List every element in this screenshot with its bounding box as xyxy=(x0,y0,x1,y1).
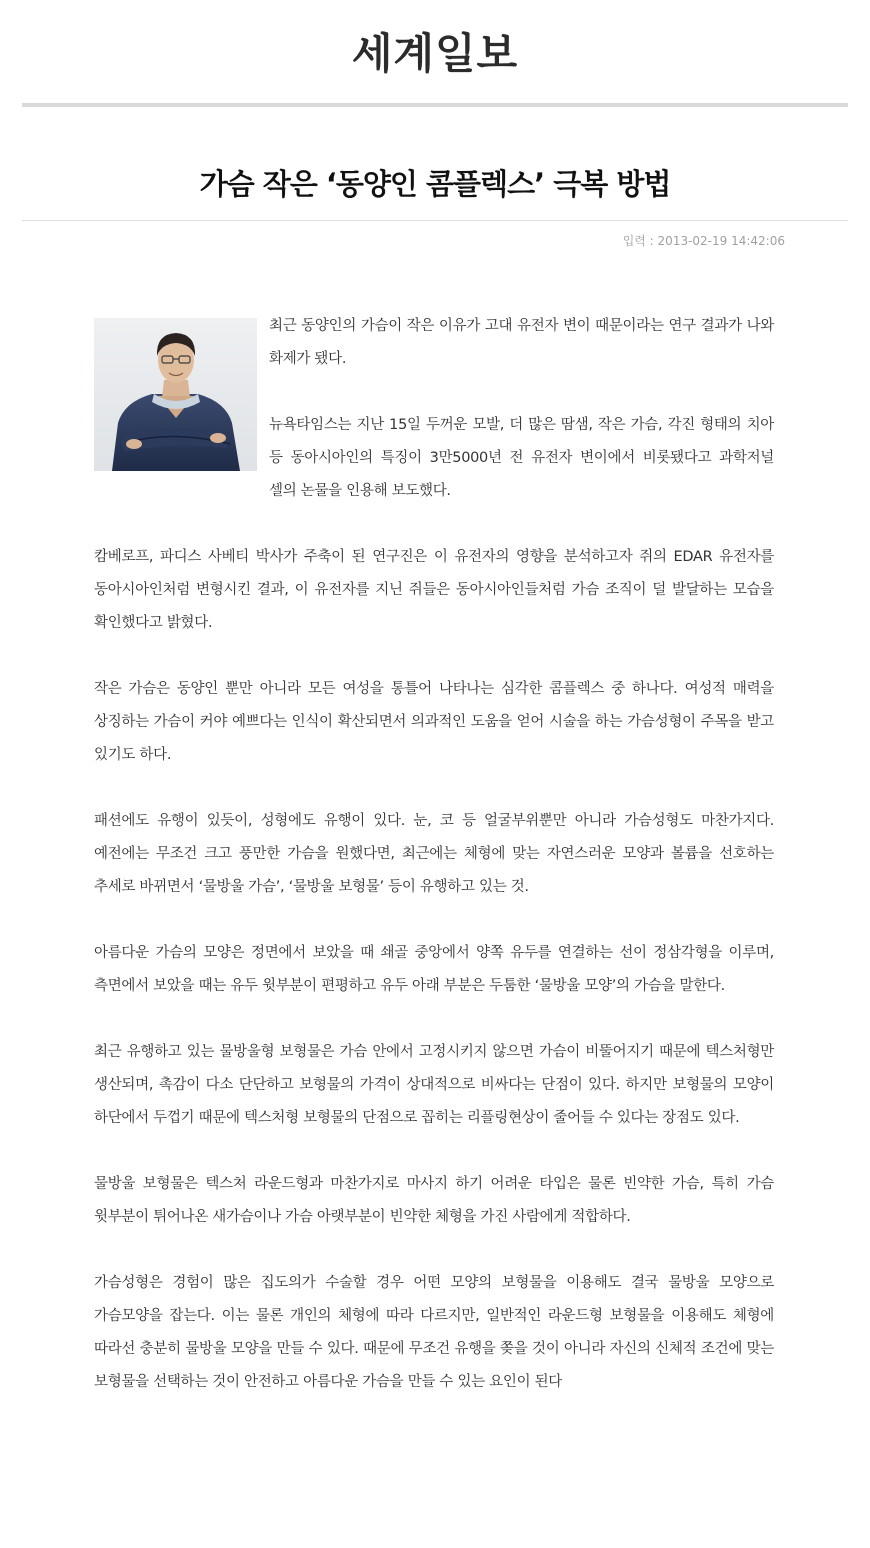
article-paragraph: 뉴욕타임스는 지난 15일 두꺼운 모발, 더 많은 땀샘, 작은 가슴, 각진 형태의 치아 등 동아시아인의 특징이 3만5000년 전 유전자 변이에서 비롯됐다고 과학저널 셀의 논물을 인용해 보도했다. xyxy=(269,417,774,499)
article-paragraph: 물방울 보형물은 텍스처 라운드형과 마찬가지로 마사지 하기 어려운 타입은 물론 빈약한 가슴, 특히 가슴 윗부분이 튀어나온 새가슴이나 가슴 아랫부분이 빈약한 체형을 가진 사람에게 적합하다. xyxy=(94,1176,774,1225)
article-paragraph: 최근 동양인의 가슴이 작은 이유가 고대 유전자 변이 때문이라는 연구 결과가 나와 화제가 됐다. xyxy=(269,318,774,367)
publish-date-label: 입력 : xyxy=(622,234,658,248)
article-paragraph: 가슴성형은 경험이 많은 집도의가 수술할 경우 어떤 모양의 보형물을 이용해도 결국 물방울 모양으로 가슴모양을 잡는다. 이는 물론 개인의 체형에 따라 다르지만, 일반적인 라운드형 보형물을 이용해도 체형에 따라선 충분히 물방울 모양을 만들 수 있다. 때문에 무조건 유행을 쫒을 것이 아니라 자신의 신체적 조건에 맞는 보형물을 선택하는 것이 안전하고 아름다운 가슴을 만들 수 있는 요인이 된다 xyxy=(94,1275,774,1390)
publish-date xyxy=(623,232,785,250)
article-paragraph: 아름다운 가슴의 모양은 정면에서 보았을 때 쇄골 중앙에서 양쪽 유두를 연결하는 선이 정삼각형을 이루며, 측면에서 보았을 때는 유두 윗부분이 편평하고 유두 아래 부분은 두툼한 ‘물방울 모양’의 가슴을 말한다. xyxy=(94,945,774,994)
article-paragraph: 캄베로프, 파디스 사베티 박사가 주축이 된 연구진은 이 유전자의 영향을 분석하고자 쥐의 EDAR 유전자를 동아시아인처럼 변형시킨 결과, 이 유전자를 지닌 쥐들은 동아시아인들처럼 가슴 조직이 덜 발달하는 모습을 확인했다고 밝혔다. xyxy=(94,549,774,631)
article-paragraph: 작은 가슴은 동양인 뿐만 아니라 모든 여성을 통틀어 나타나는 심각한 콤플렉스 중 하나다. 여성적 매력을 상징하는 가슴이 커야 예쁘다는 인식이 확산되면서 의과적인 도움을 얻어 시술을 하는 가슴성형이 주목을 받고 있기도 하다. xyxy=(94,681,774,763)
portrait-photo-icon xyxy=(94,318,257,471)
portrait-photo xyxy=(94,318,257,471)
article-body xyxy=(94,310,774,1399)
newspaper-logo[interactable]: 세계일보 xyxy=(351,29,519,78)
headline-divider xyxy=(22,220,848,221)
article-paragraph: 최근 유행하고 있는 물방울형 보형물은 가슴 안에서 고정시키지 않으면 가슴이 비뚤어지기 때문에 텍스처형만 생산되며, 촉감이 다소 단단하고 보형물의 가격이 상대적으로 비싸다는 단점이 있다. 하지만 보형물의 모양이 하단에서 두껍기 때문에 텍스처형 보형물의 단점으로 꼽히는 리플링현상이 줄어들 수 있다는 장점도 있다. xyxy=(94,1044,774,1126)
header-divider xyxy=(22,103,848,107)
masthead xyxy=(0,0,870,104)
publish-date-value: 2013-02-19 14:42:06 xyxy=(657,234,785,248)
article-paragraph: 패션에도 유행이 있듯이, 성형에도 유행이 있다. 눈, 코 등 얼굴부위뿐만 아니라 가슴성형도 마찬가지다. 예전에는 무조건 크고 풍만한 가슴을 원했다면, 최근에는 체형에 맞는 자연스러운 모양과 볼륨을 선호하는 추세로 바뀌면서 ‘물방울 가슴’, ‘물방울 보형물’ 등이 유행하고 있는 것. xyxy=(94,813,774,895)
article-headline: 가슴 작은 ‘동양인 콤플렉스’ 극복 방법 xyxy=(199,167,671,202)
